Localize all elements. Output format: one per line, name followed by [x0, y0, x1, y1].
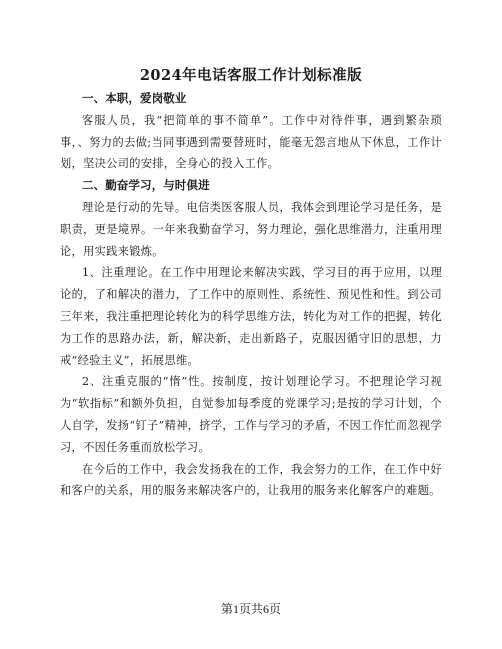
- document-title: 2024年电话客服工作计划标准版: [139, 67, 363, 84]
- section-1-paragraph-1: 客服人员，我“把简单的事不简单”。工作中对待件事，遇到繁杂琐事，、努力的去做;当同事遇到需要替班时，能毫无怨言地从下休息，工作计划，坚决公司的安排，全身心的投入工作。: [60, 113, 442, 171]
- section-2-paragraph-2: 1、注重理论。在工作中用理论来解决实践，学习目的再于应用，以理论的，了和解决的潜力，了工作中的原则性、系统性、预见性和性。到公司三年来，我注重把理论转化为的科学思维方法，转化为对工作的把握，转化为工作的思路办法，新，解决新，走出新路子，克服因循守旧的思想，力戒“经验主义”，拓展思维。: [60, 266, 442, 367]
- section-heading-1: 一、本职，爱岗敬业: [82, 91, 187, 105]
- section-2-paragraph-3: 2、注重克服的“惰”性。按制度，按计划理论学习。不把理论学习视为“软指标”和额外负担，自觉参加每季度的党课学习;是按的学习计划，个人自学，发扬“钉子”精神，挤学，工作与学习的矛盾，不因工作忙而忽视学习，不因任务重而放松学习。: [60, 375, 442, 454]
- section-2-paragraph-1: 理论是行动的先导。电信类医客服人员，我体会到理论学习是任务，是职责，更是境界。一年来我勤奋学习，努力理论，强化思维潜力，注重用理论，用实践来锻炼。: [60, 200, 442, 258]
- document-body: [60, 88, 442, 502]
- section-heading-2: 二、勤奋学习，与时俱进: [82, 178, 210, 193]
- section-2-paragraph-4: 在今后的工作中，我会发扬我在的工作，我会努力的工作，在工作中好和客户的关系，用的服务来解决客户的，让我用的服务来化解客户的难题。: [60, 462, 442, 498]
- page-number-footer: 第1页共6页: [220, 602, 281, 616]
